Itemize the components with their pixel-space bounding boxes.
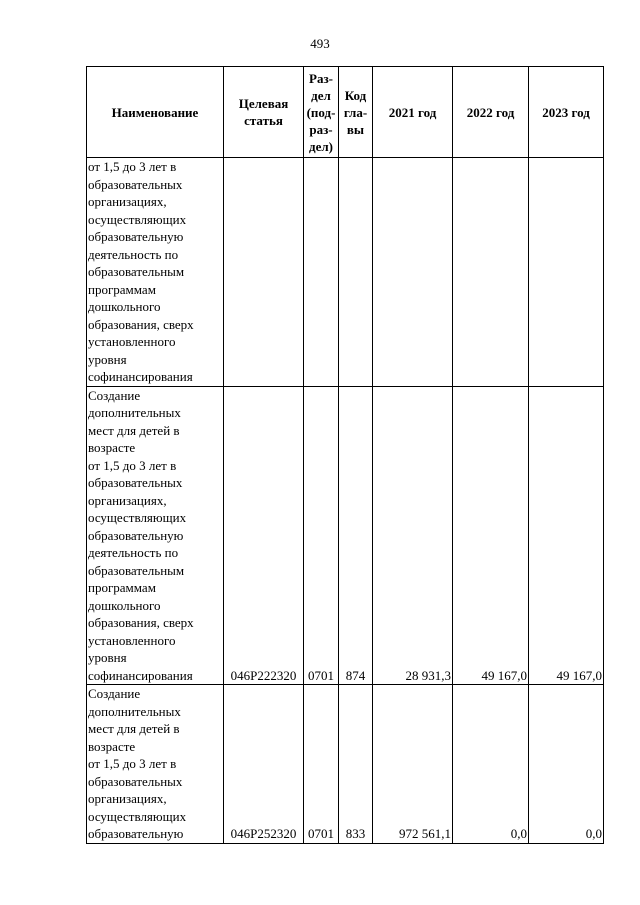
- row-section: 0701: [304, 386, 339, 685]
- row-2022: 0,0: [453, 685, 529, 844]
- row-2021: 972 561,1: [373, 685, 453, 844]
- row-2022: 49 167,0: [453, 386, 529, 685]
- row-target-article: 046P222320: [224, 386, 304, 685]
- table-row: [87, 685, 604, 844]
- table-row: [87, 158, 604, 387]
- row-section: 0701: [304, 685, 339, 844]
- row-2023: 0,0: [529, 685, 604, 844]
- header-2023: 2023 год: [529, 67, 604, 158]
- header-2021: 2021 год: [373, 67, 453, 158]
- table-row: [87, 386, 604, 685]
- row-2021: 28 931,3: [373, 386, 453, 685]
- budget-table: [86, 66, 604, 844]
- row-name: Создание дополнительных мест для детей в возрасте от 1,5 до 3 лет в образовательных организациях, осуществляющих образовательную: [87, 685, 224, 844]
- row-section: [304, 158, 339, 387]
- row-target-article: [224, 158, 304, 387]
- header-name: Наименование: [87, 67, 224, 158]
- row-name: Создание дополнительных мест для детей в возрасте от 1,5 до 3 лет в образовательных организациях, осуществляющих образовательную деятельность по образовательным программам дошкольного образования, сверх установленного уровня софинансирования: [87, 386, 224, 685]
- row-target-article: 046P252320: [224, 685, 304, 844]
- header-section: Раз- дел (под- раз- дел): [304, 67, 339, 158]
- row-chapter-code: 874: [339, 386, 373, 685]
- row-2023: 49 167,0: [529, 386, 604, 685]
- header-target-article: Целевая статья: [224, 67, 304, 158]
- page-number: 493: [310, 36, 330, 51]
- row-2023: [529, 158, 604, 387]
- row-2021: [373, 158, 453, 387]
- row-chapter-code: [339, 158, 373, 387]
- header-2022: 2022 год: [453, 67, 529, 158]
- header-chapter-code: Код гла- вы: [339, 67, 373, 158]
- table-header-row: [87, 67, 604, 158]
- row-name: от 1,5 до 3 лет в образовательных организациях, осуществляющих образовательную деятельность по образовательным программам дошкольного образования, сверх установленного уровня софинансирования: [87, 158, 224, 387]
- row-chapter-code: 833: [339, 685, 373, 844]
- row-2022: [453, 158, 529, 387]
